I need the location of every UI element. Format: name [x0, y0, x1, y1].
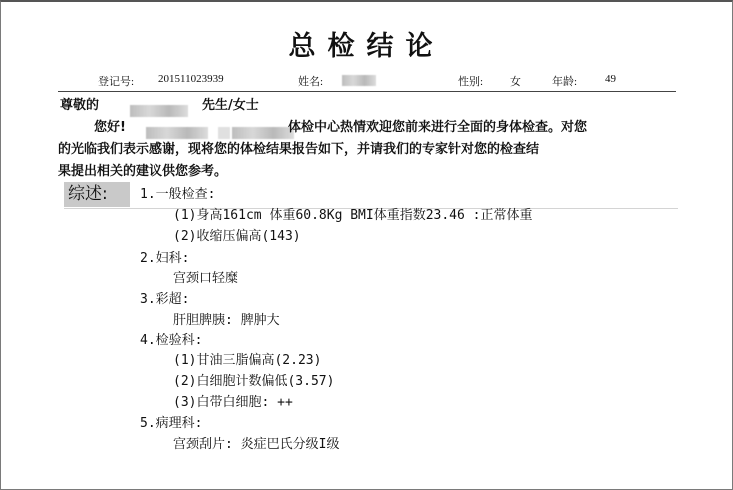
- header-divider: [58, 91, 676, 92]
- reg-label: 登记号:: [98, 76, 135, 88]
- lab-item-1: (1)甘油三脂偏高(2.23): [173, 353, 322, 368]
- section-ultrasound-heading: 3.彩超:: [140, 292, 190, 307]
- lab-item-2: (2)白细胞计数偏低(3.57): [173, 374, 335, 389]
- gender-label: 性别:: [458, 76, 484, 88]
- general-item-1: (1)身高161cm 体重60.8Kg BMI体重指数23.46 :正常体重: [173, 208, 533, 223]
- age-label: 年龄:: [552, 76, 578, 88]
- gender-value: 女: [510, 76, 521, 88]
- redacted-name: [342, 74, 376, 86]
- summary-label: 综述:: [64, 182, 130, 207]
- age-value: 49: [605, 73, 616, 85]
- greeting-line3: 果提出相关的建议供您参考。: [58, 164, 228, 179]
- general-item-2: (2)收缩压偏高(143): [173, 229, 301, 244]
- ultrasound-item-1: 肝胆脾胰: 脾肿大: [173, 313, 280, 328]
- greeting-title: 先生/女士: [202, 98, 259, 113]
- section-gynecology-heading: 2.妇科:: [140, 251, 190, 266]
- reg-number: 201511023939: [158, 73, 224, 85]
- section-general-heading: 1.一般检查:: [140, 187, 216, 202]
- greeting-dear: 尊敬的: [60, 98, 100, 113]
- gynecology-item-1: 宫颈口轻糜: [173, 271, 239, 286]
- greeting-line1: 体检中心热情欢迎您前来进行全面的身体检查。对您: [288, 120, 588, 135]
- pathology-item-1: 宫颈刮片: 炎症巴氏分级I级: [173, 437, 340, 452]
- lab-item-3: (3)白带白细胞: ++: [173, 395, 293, 410]
- patient-info-row: [0, 73, 733, 89]
- section-pathology-heading: 5.病理科:: [140, 416, 203, 431]
- section-lab-heading: 4.检验科:: [140, 333, 203, 348]
- greeting-paragraph: [58, 95, 676, 183]
- name-label: 姓名:: [298, 76, 324, 88]
- greeting-line2: 的光临我们表示感谢，现将您的体检结果报告如下，并请我们的专家针对您的检查结: [58, 142, 540, 157]
- greeting-hello: 您好!: [94, 120, 126, 135]
- page-title: 总检结论: [288, 31, 445, 62]
